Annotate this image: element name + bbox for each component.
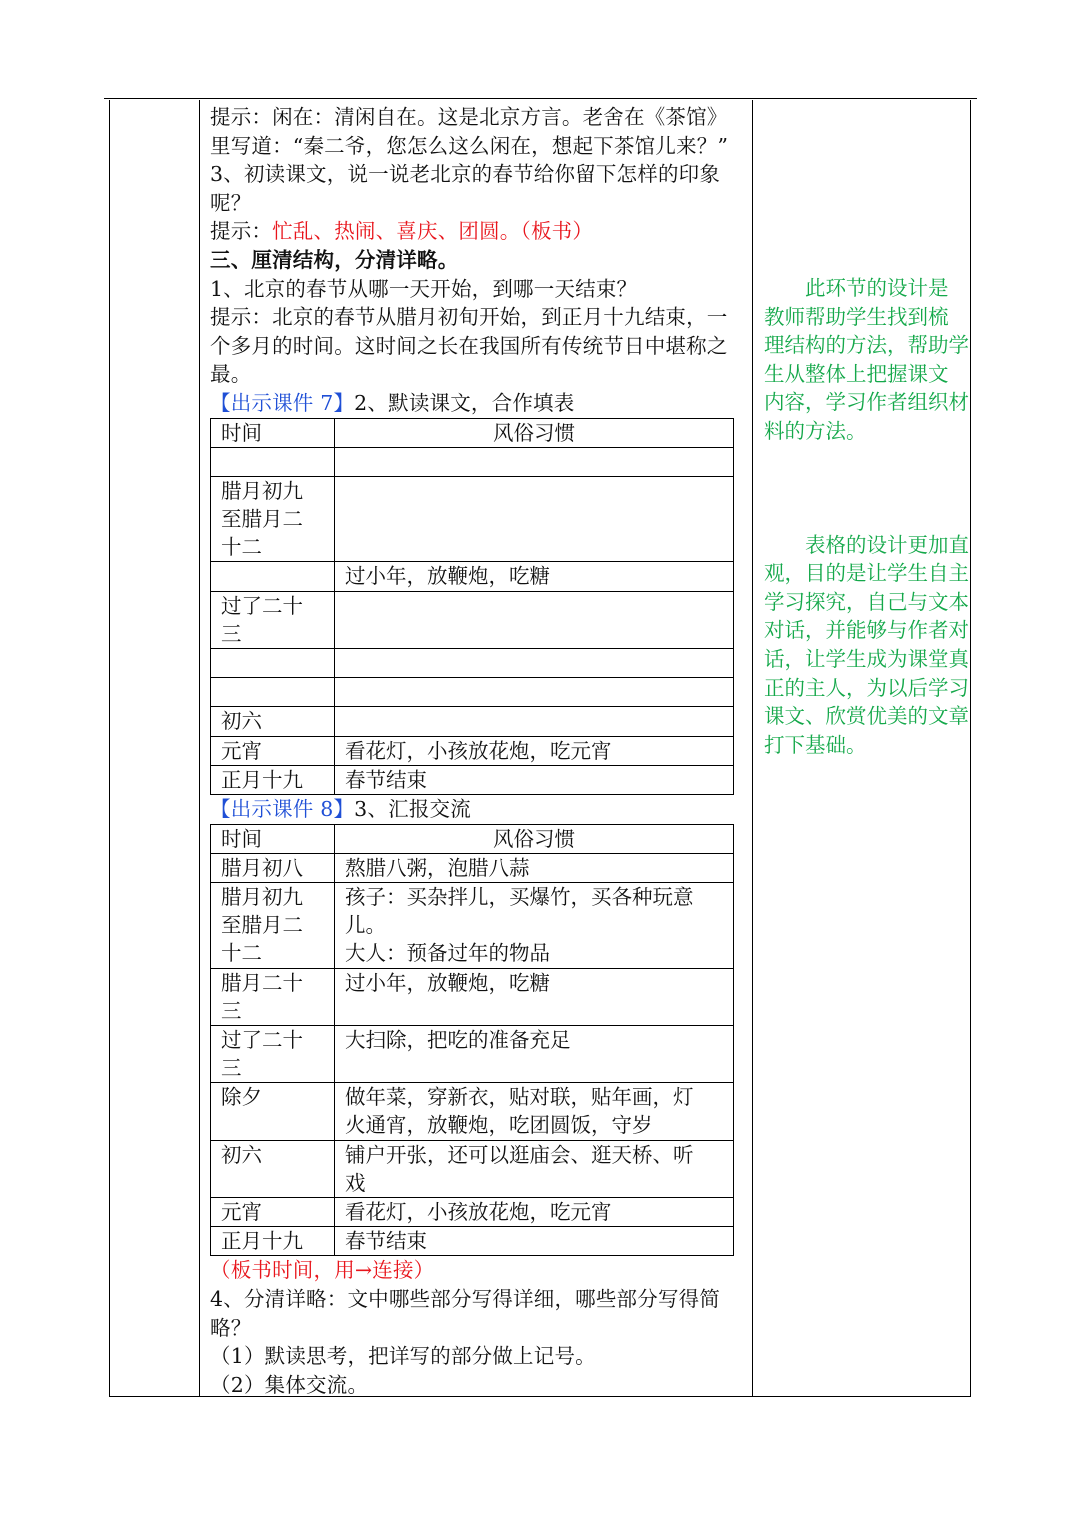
column-divider-right (752, 100, 753, 1397)
time-cell-line: 正月十九 (221, 767, 303, 792)
custom-cell-line (345, 620, 733, 648)
header-rule (104, 98, 977, 99)
time-cell-line: 过了二十 (221, 593, 303, 618)
custom-cell-line (345, 707, 733, 735)
time-cell-line (221, 1111, 334, 1139)
time-cell (211, 736, 335, 765)
time-cell-line: 初六 (221, 1142, 262, 1167)
column-divider-left (199, 100, 200, 1397)
note-line: 对话，并能够与作者对 (764, 618, 969, 643)
question-line: 最。 (210, 362, 252, 387)
time-cell (211, 649, 335, 678)
custom-cell-line: 过小年，放鞭炮，吃糖 (345, 970, 550, 995)
courseware-tag: 【出示课件 8】 (210, 796, 355, 821)
question-line: 4、分清详略：文中哪些部分写得详细，哪些部分写得简 (210, 1287, 721, 1311)
header-time: 时间 (211, 824, 335, 853)
note-line: 打下基础。 (764, 732, 867, 757)
note-line: 正的主人，为以后学习 (764, 675, 969, 700)
custom-cell (335, 447, 734, 476)
custom-cell-line: 铺户开张，还可以逛庙会、逛天桥、听 (345, 1142, 694, 1167)
custom-cell-line (345, 678, 733, 706)
custom-cell-line (345, 533, 733, 561)
custom-cell-line: 大扫除，把吃的准备充足 (345, 1027, 571, 1052)
time-cell-line: 元宵 (221, 738, 262, 763)
time-cell (211, 562, 335, 591)
table-row (211, 736, 734, 765)
intro-line: 里写道：“秦二爷，您怎么这么闲在，想起下茶馆儿来？” (210, 133, 729, 158)
custom-cell-line: 做年菜，穿新衣，贴对联，贴年画，灯 (345, 1085, 694, 1110)
custom-cell (335, 476, 734, 562)
time-cell-line (221, 649, 334, 677)
time-cell-line: 至腊月二 (221, 507, 303, 532)
custom-cell-line (345, 592, 733, 620)
custom-cell-line: 熬腊八粥，泡腊八蒜 (345, 855, 530, 880)
time-cell (211, 1083, 335, 1140)
question-line: （2）集体交流。 (210, 1372, 369, 1397)
time-cell-line (221, 1169, 334, 1197)
custom-cell-line (345, 649, 733, 677)
time-cell-line (221, 562, 334, 590)
time-cell-line: 腊月初八 (221, 855, 303, 880)
fill-in-table (210, 418, 734, 795)
design-note-structure (764, 274, 970, 446)
custom-cell (335, 1025, 734, 1082)
custom-cell-line: 春节结束 (345, 1229, 427, 1254)
time-cell-line: 正月十九 (221, 1229, 303, 1254)
time-cell (211, 1025, 335, 1082)
time-cell-line: 腊月初九 (221, 478, 303, 503)
table-row (211, 1083, 734, 1140)
note-line: 话，让学生成为课堂真 (764, 646, 969, 671)
table-row (211, 1227, 734, 1256)
time-cell-line: 初六 (221, 709, 262, 734)
note-line: 表格的设计更加直 (764, 532, 969, 557)
note-line: 料的方法。 (764, 418, 867, 443)
question-line: 1、北京的春节从哪一天开始，到哪一天结束？ (210, 276, 638, 301)
note-line: 观，目的是让学生自主 (764, 561, 969, 586)
note-line: 课文、欣赏优美的文章 (764, 704, 969, 729)
custom-cell-line: 过小年，放鞭炮，吃糖 (345, 564, 550, 589)
intro-line: 提示：闲在：清闲自在。这是北京方言。老舍在《茶馆》 (210, 105, 728, 129)
table-row (211, 765, 734, 794)
report-table (210, 824, 734, 1257)
custom-cell-line: 戏 (345, 1170, 366, 1195)
time-cell-line: 十二 (221, 535, 262, 560)
intro-line: 3、初读课文，说一说老北京的春节给你留下怎样的印象 (210, 162, 721, 187)
table-row (211, 562, 734, 591)
note-line: 内容，学习作者组织材 (764, 390, 969, 415)
design-notes-column (764, 274, 970, 759)
table-row (211, 1025, 734, 1082)
custom-cell-line (345, 505, 733, 533)
table-row (211, 1198, 734, 1227)
table-row (211, 649, 734, 678)
note-line: 理结构的方法，帮助学 (764, 333, 969, 358)
note-line: 此环节的设计是 (764, 276, 949, 300)
caption-text: 2、默读课文，合作填表 (354, 390, 575, 415)
note-line: 教师帮助学生找到梳 (764, 304, 949, 329)
custom-cell (335, 882, 734, 968)
table-row (211, 678, 734, 707)
custom-cell-line: 春节结束 (345, 767, 427, 792)
question-line: 个多月的时间。这时间之长在我国所有传统节日中堪称之 (210, 333, 728, 358)
time-cell (211, 1198, 335, 1227)
question-1-block (210, 275, 752, 389)
custom-cell-line (345, 477, 733, 505)
time-cell (211, 1140, 335, 1197)
custom-cell (335, 1227, 734, 1256)
table-2-caption (210, 795, 752, 824)
board-note: （板书时间，用→连接） (210, 1258, 435, 1283)
time-cell (211, 968, 335, 1025)
time-cell (211, 678, 335, 707)
time-cell (211, 882, 335, 968)
design-note-table (764, 531, 970, 760)
teaching-content-column (210, 103, 752, 1399)
table-row (211, 591, 734, 648)
time-cell-line: 十二 (221, 941, 262, 966)
intro-paragraph (210, 103, 752, 217)
custom-cell-line (345, 1054, 733, 1082)
custom-cell-line: 火通宵，放鞭炮，吃团圆饭，守岁 (345, 1113, 653, 1138)
custom-cell (335, 591, 734, 648)
question-4-block (210, 1285, 752, 1399)
table-header-row (211, 418, 734, 447)
custom-cell (335, 562, 734, 591)
custom-cell-line: 看花灯，小孩放花炮，吃元宵 (345, 1200, 612, 1225)
table-row (211, 447, 734, 476)
custom-cell (335, 1083, 734, 1140)
time-cell-line: 至腊月二 (221, 913, 303, 938)
time-cell (211, 476, 335, 562)
custom-cell (335, 678, 734, 707)
intro-line: 呢？ (210, 190, 252, 215)
time-cell (211, 765, 335, 794)
table-row (211, 476, 734, 562)
custom-cell-line: 看花灯，小孩放花炮，吃元宵 (345, 738, 612, 763)
custom-cell (335, 1140, 734, 1197)
custom-cell (335, 1198, 734, 1227)
time-cell-line: 三 (221, 1056, 242, 1081)
time-cell (211, 1227, 335, 1256)
section-3-heading: 三、厘清结构，分清详略。 (210, 247, 459, 272)
table-row (211, 968, 734, 1025)
time-cell (211, 707, 335, 736)
board-keywords: 忙乱、热闹、喜庆、团圆。（板书） (272, 219, 594, 244)
note-line: 生从整体上把握课文 (764, 361, 949, 386)
table-header-row (211, 824, 734, 853)
custom-cell-line: 孩子：买杂拌儿，买爆竹，买各种玩意 (345, 884, 694, 909)
time-cell-line: 腊月初九 (221, 884, 303, 909)
custom-cell (335, 968, 734, 1025)
custom-cell (335, 765, 734, 794)
custom-cell-line (345, 997, 733, 1025)
header-custom: 风俗习惯 (335, 824, 734, 853)
time-cell-line: 三 (221, 621, 242, 646)
impression-hint (210, 217, 752, 246)
time-cell (211, 447, 335, 476)
question-line: 提示：北京的春节从腊月初旬开始，到正月十九结束，一 (210, 305, 728, 330)
time-cell-line: 过了二十 (221, 1027, 303, 1052)
time-cell-line (221, 448, 334, 476)
courseware-tag: 【出示课件 7】 (210, 390, 355, 415)
table-row (211, 853, 734, 882)
table-row (211, 1140, 734, 1197)
custom-cell-line: 大人：预备过年的物品 (345, 941, 550, 966)
custom-cell (335, 853, 734, 882)
custom-cell (335, 649, 734, 678)
table-row (211, 707, 734, 736)
time-cell (211, 591, 335, 648)
time-cell-line: 三 (221, 998, 242, 1023)
table-row (211, 882, 734, 968)
time-cell (211, 853, 335, 882)
time-cell-line (221, 678, 334, 706)
hint-label: 提示： (210, 219, 273, 244)
table-1-caption (210, 389, 752, 418)
caption-text: 3、汇报交流 (354, 796, 471, 821)
custom-cell (335, 736, 734, 765)
time-cell-line: 除夕 (221, 1085, 262, 1110)
note-line: 学习探究，自己与文本 (764, 589, 969, 614)
custom-cell-line (345, 448, 733, 476)
question-line: （1）默读思考，把详写的部分做上记号。 (210, 1344, 596, 1369)
custom-cell (335, 707, 734, 736)
header-custom: 风俗习惯 (335, 418, 734, 447)
time-cell-line: 腊月二十 (221, 970, 303, 995)
header-time: 时间 (211, 418, 335, 447)
custom-cell-line: 儿。 (345, 913, 386, 938)
question-line: 略？ (210, 1315, 252, 1340)
time-cell-line: 元宵 (221, 1200, 262, 1225)
